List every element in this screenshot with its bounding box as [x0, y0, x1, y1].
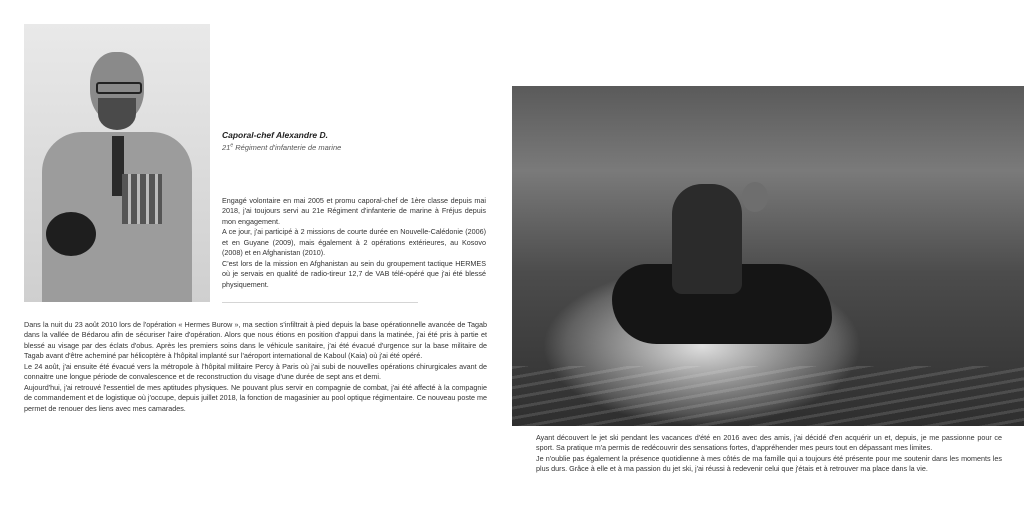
- hobby-paragraph: Ayant découvert le jet ski pendant les vacances d'été en 2016 avec des amis, j'ai décidé d'en acquérir un et, depuis, je me passionne pour ce sport. Sa pratique m'a permis de redécouvrir des sensations fortes, d'appréhender mes peurs tout en dépassant mes limites.: [536, 433, 1002, 453]
- hobby-paragraph: Je n'oublie pas également la présence quotidienne à mes côtés de ma famille qui a toujours été présente pour me soutenir dans les moments les plus durs. Grâce à elle et à ma passion du jet ski, j'ai réussi à redevenir celui que j'étais et à retrouver ma place dans la vie.: [536, 453, 1002, 474]
- story-paragraph: Le 24 août, j'ai ensuite été évacué vers la métropole à l'hôpital militaire Percy à Paris où j'ai subi de nouvelles opérations chirurgicales avant de connaitre une longue période de convalescence et de reconstruction du visage d'une durée de sept ans et demi.: [24, 361, 487, 382]
- profile-regiment: [222, 143, 482, 152]
- bio-paragraph: C'est lors de la mission en Afghanistan au sein du groupement tactique HERMES où je servais en qualité de radio-tireur 12,7 de VAB télé-opéré que j'ai été blessé physiquement.: [222, 258, 486, 289]
- hobby-text: [536, 433, 1002, 475]
- bio-paragraph: A ce jour, j'ai participé à 2 missions de courte durée en Nouvelle-Calédonie (2006) et en Guyane (2009), mais également à 2 opérations extérieures, au Kosovo (2008) et en Afghanistan (2010).: [222, 227, 486, 258]
- story-paragraph: Aujourd'hui, j'ai retrouvé l'essentiel de mes aptitudes physiques. Ne pouvant plus servir en compagnie de combat, j'ai été affecté à la compagnie de commandement et de logistique où j'occupe, depuis juillet 2018, la fonction de magasinier au pool optique régimentaire. Ce nouveau poste me permet de renouer des liens avec mes camarades.: [24, 382, 487, 413]
- profile-name: Caporal-chef Alexandre D.: [222, 130, 328, 140]
- bio-paragraph: Engagé volontaire en mai 2005 et promu caporal-chef de 1ère classe depuis mai 2018, j'ai toujours servi au 21e Régiment d'infanterie de marine à Fréjus depuis mon engagement.: [222, 196, 486, 226]
- profile-header: [222, 130, 482, 152]
- regiment-number: 21: [222, 143, 231, 152]
- portrait-photo: [24, 24, 210, 302]
- regiment-name: Régiment d'infanterie de marine: [233, 143, 342, 152]
- divider: [222, 302, 418, 303]
- bio-text: [222, 196, 486, 290]
- story-paragraph: Dans la nuit du 23 août 2010 lors de l'opération « Hermes Burow », ma section s'infiltrait à pied depuis la base opérationnelle avancée de Tagab dans la vallée de Bédarou afin de sécuriser l'aire d'opération. Alors que nous étions en position d'appui dans la matinée, j'ai été pris à partie et blessé au visage par des éclats d'obus. Après les premiers soins dans le véhicule sanitaire, j'ai été évacué d'urgence sur la base militaire de Tagab avant d'être acheminé par hélicoptère à l'hôpital implanté sur l'aéroport international de Kaboul (Kaia) où j'ai été opéré.: [24, 320, 487, 361]
- jet-ski-photo: [512, 86, 1024, 426]
- regiment-superscript: e: [230, 142, 234, 149]
- story-text: [24, 320, 487, 414]
